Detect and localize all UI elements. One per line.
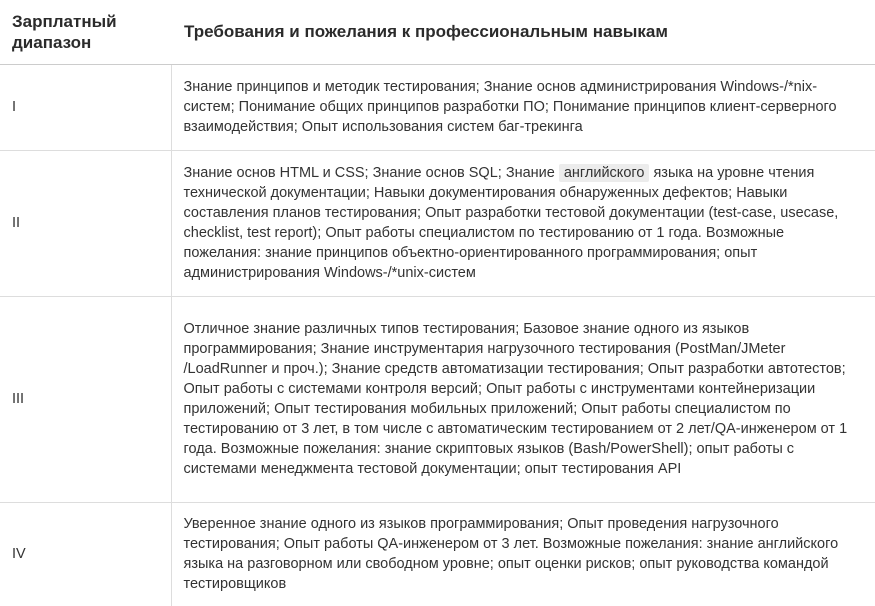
salary-range-cell: I xyxy=(0,64,171,150)
table-row xyxy=(0,502,875,606)
header-row xyxy=(0,0,875,64)
requirements-text: языка на уровне чтения технической документации; Навыки документирования обнаруженных дефектов; Навыки составления планов тестирования; Опыт разработки тестовой документации (test-case, usecase, checklist, test report); Опыт работы специалистом по тестированию от 1 года. Возможные пожелания: знание принципов объектно-ориентированного программирования; опыт администрирования Windows-/*unix-систем xyxy=(183,165,839,281)
requirements-cell: Отличное знание различных типов тестирования; Базовое знание одного из языков программирования; Знание инструментария нагрузочного тестирования (PostMan/JMeter /LoadRunner и проч.); Знание средств автоматизации тестирования; Опыт разработки автотестов; Опыт работы с системами контроля версий; Опыт работы с инструментами контейнеризации приложений; Опыт тестирования мобильных приложений; Опыт работы специалистом по тестированию от 3 лет, в том числе с автоматическим тестированием от 2 лет/QA-инженером от 1 года. Возможные пожелания: знание скриптовых языков (Bash/PowerShell); опыт работы с системами менеджмента тестовой документации; опыт тестирования API xyxy=(171,296,875,502)
salary-range-cell: III xyxy=(0,296,171,502)
table-row xyxy=(0,296,875,502)
table-row xyxy=(0,150,875,296)
highlighted-word: английского xyxy=(559,164,650,182)
requirements-cell: Знание принципов и методик тестирования; Знание основ администрирования Windows-/*nix-систем; Понимание общих принципов разработки ПО; Понимание принципов клиент-серверного взаимодействия; Опыт использования систем баг-трекинга xyxy=(171,64,875,150)
table-header xyxy=(0,0,875,64)
table-body xyxy=(0,64,875,606)
requirements-text: Знание основ HTML и CSS; Знание основ SQL; Знание xyxy=(183,165,559,181)
header-salary-range: Зарплатный диапазон xyxy=(0,0,171,64)
requirements-cell: Уверенное знание одного из языков программирования; Опыт проведения нагрузочного тестирования; Опыт работы QA-инженером от 3 лет. Возможные пожелания: знание английского языка на разговорном или свободном уровне; опыт оценки рисков; опыт руководства командой тестировщиков xyxy=(183,516,839,593)
header-requirements: Требования и пожелания к профессиональным навыкам xyxy=(171,0,875,64)
table-row xyxy=(0,64,875,150)
salary-range-cell: IV xyxy=(0,502,171,606)
requirements-cell xyxy=(171,150,875,296)
salary-range-cell: II xyxy=(0,150,171,296)
